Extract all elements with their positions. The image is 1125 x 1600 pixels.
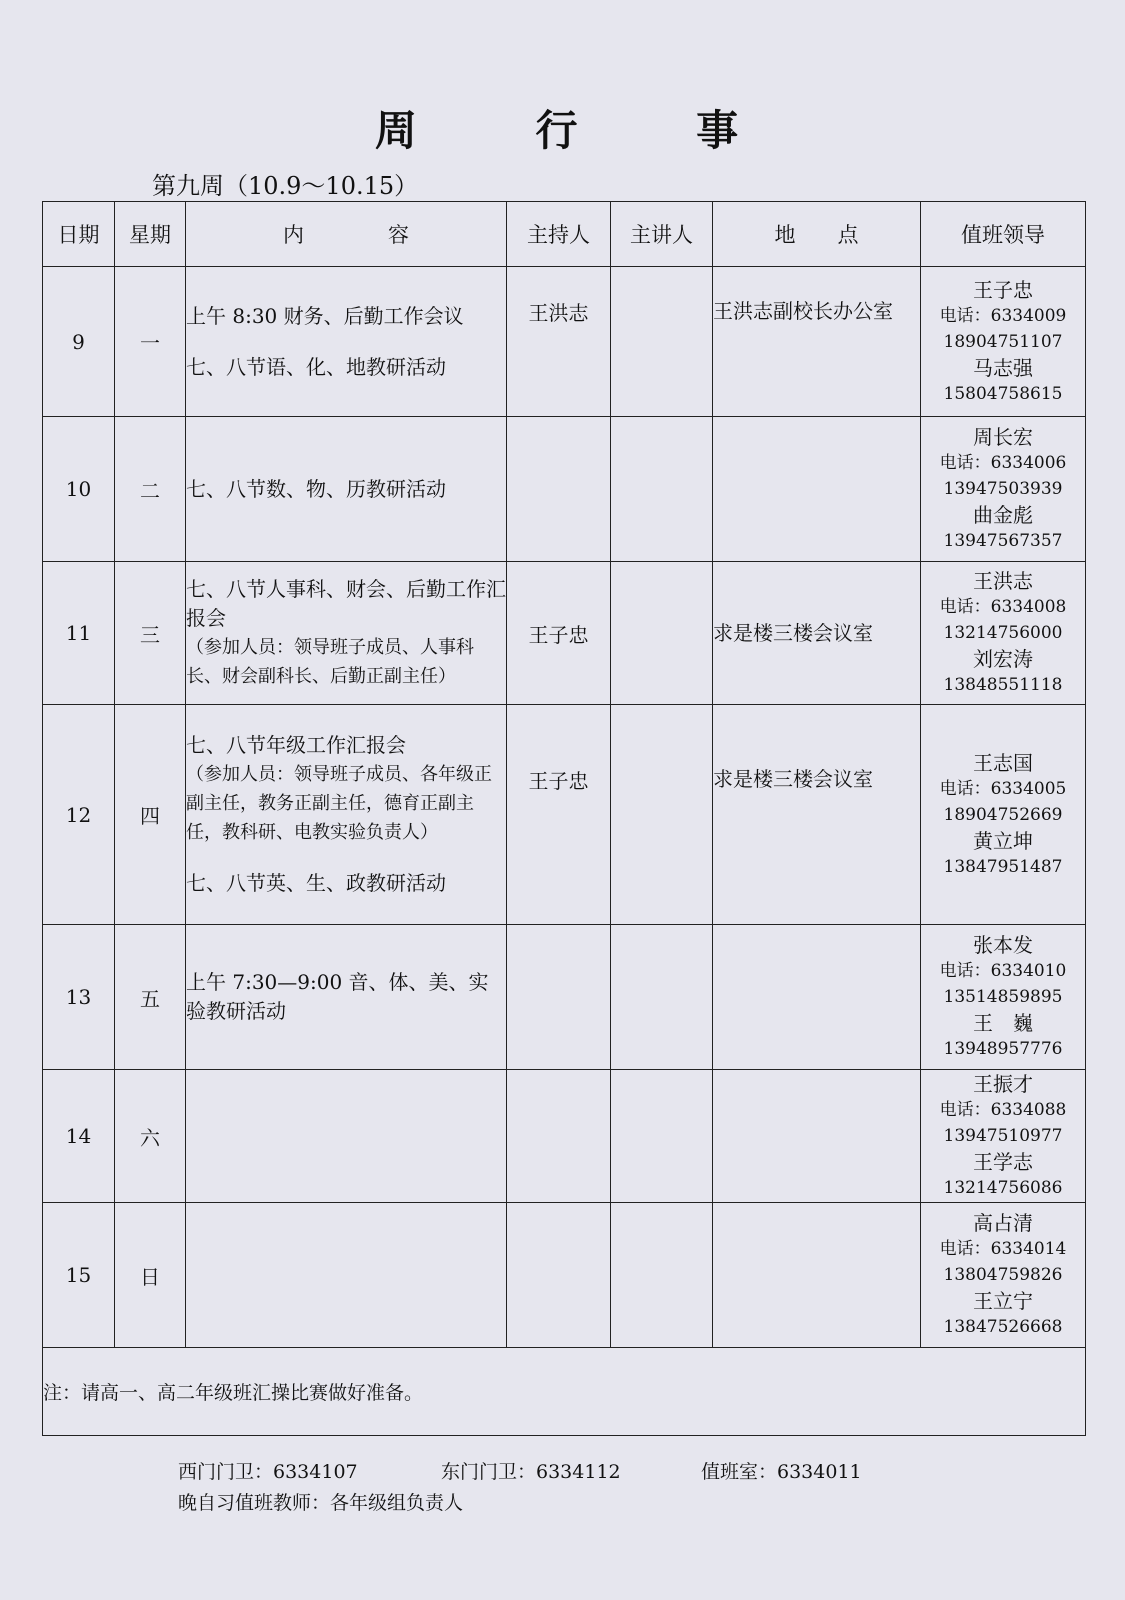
content-cell xyxy=(186,562,507,705)
weekday-cell: 二 xyxy=(115,417,186,562)
speaker-cell xyxy=(611,417,713,562)
content-cell xyxy=(186,1070,507,1203)
content-cell xyxy=(186,925,507,1070)
schedule-table xyxy=(42,201,1086,1436)
duty-phone: 电话：6334005 xyxy=(939,778,1067,799)
page-title: 周 行 事 xyxy=(374,106,791,155)
duty-cell xyxy=(921,925,1086,1070)
footer-phones xyxy=(178,1457,862,1484)
table-row xyxy=(43,1203,1086,1348)
duty-cell xyxy=(921,1070,1086,1203)
duty-leader-2: 刘宏涛 xyxy=(973,647,1033,671)
header-place: 地 点 xyxy=(713,202,921,267)
weekday-cell: 六 xyxy=(115,1070,186,1203)
week-label: 第九周（10.9～10.15） xyxy=(152,172,419,200)
host-cell: 王子忠 xyxy=(507,562,611,705)
duty-mobile-1: 13214756000 xyxy=(943,623,1063,643)
duty-mobile-1: 13514859895 xyxy=(943,987,1063,1007)
footer-evening-teacher: 晚自习值班教师：各年级组负责人 xyxy=(178,1492,464,1514)
duty-leader-1: 王子忠 xyxy=(973,277,1033,302)
content-line: 七、八节年级工作汇报会 xyxy=(186,733,406,757)
duty-leader-2: 曲金彪 xyxy=(973,503,1033,527)
duty-leader-2: 王 巍 xyxy=(973,1011,1033,1035)
duty-cell xyxy=(921,1203,1086,1348)
content-line: （参加人员：领导班子成员、人事科长、财会副科长、后勤正副主任） xyxy=(186,637,474,687)
header-speaker: 主讲人 xyxy=(611,202,713,267)
duty-leader-2: 马志强 xyxy=(973,355,1033,380)
duty-leader-1: 高占清 xyxy=(973,1211,1033,1235)
date-cell: 13 xyxy=(43,925,115,1070)
duty-cell xyxy=(921,705,1086,925)
note-text: 注：请高一、高二年级班汇操比赛做好准备。 xyxy=(43,1348,1086,1436)
content-line: 上午 8:30 财务、后勤工作会议 xyxy=(186,303,464,328)
west-gate-phone: 西门门卫：6334107 xyxy=(178,1461,358,1483)
host-cell xyxy=(507,1203,611,1348)
duty-leader-1: 王洪志 xyxy=(973,569,1033,593)
host-cell xyxy=(507,417,611,562)
duty-phone: 电话：6334009 xyxy=(939,305,1067,326)
duty-phone: 电话：6334008 xyxy=(939,597,1067,617)
duty-leader-2: 黄立坤 xyxy=(973,828,1033,853)
duty-mobile-2: 13214756086 xyxy=(943,1178,1063,1198)
weekday-cell: 日 xyxy=(115,1203,186,1348)
content-line: 七、八节人事科、财会、后勤工作汇报会 xyxy=(186,577,506,630)
weekday-cell: 三 xyxy=(115,562,186,705)
host-cell: 王洪志 xyxy=(507,267,611,417)
content-line: 上午 7:30—9:00 音、体、美、实验教研活动 xyxy=(186,970,489,1023)
duty-leader-2: 王立宁 xyxy=(973,1289,1033,1313)
header-weekday: 星期 xyxy=(115,202,186,267)
duty-mobile-2: 13847951487 xyxy=(943,856,1063,877)
content-line: 七、八节数、物、历教研活动 xyxy=(186,476,446,501)
content-line: （参加人员：领导班子成员、各年级正副主任，教务正副主任，德育正副主任，教科研、电教实验负责人） xyxy=(186,764,492,843)
header-content: 内 容 xyxy=(186,202,507,267)
duty-leader-1: 王志国 xyxy=(973,750,1033,775)
duty-mobile-1: 13947503939 xyxy=(943,479,1063,499)
duty-leader-2: 王学志 xyxy=(973,1150,1033,1174)
content-line: 七、八节语、化、地教研活动 xyxy=(186,354,446,379)
weekday-cell: 四 xyxy=(115,705,186,925)
table-row xyxy=(43,417,1086,562)
speaker-cell xyxy=(611,267,713,417)
table-row xyxy=(43,1070,1086,1203)
duty-phone: 电话：6334014 xyxy=(939,1239,1067,1259)
duty-cell xyxy=(921,562,1086,705)
date-cell: 11 xyxy=(43,562,115,705)
duty-phone: 电话：6334010 xyxy=(939,961,1067,981)
date-cell: 15 xyxy=(43,1203,115,1348)
date-cell: 14 xyxy=(43,1070,115,1203)
content-cell xyxy=(186,1203,507,1348)
speaker-cell xyxy=(611,1203,713,1348)
speaker-cell xyxy=(611,925,713,1070)
table-row xyxy=(43,925,1086,1070)
duty-room-phone: 值班室：6334011 xyxy=(701,1461,862,1483)
table-row xyxy=(43,267,1086,417)
duty-mobile-2: 13947567357 xyxy=(943,531,1063,551)
duty-leader-1: 王振才 xyxy=(973,1072,1033,1096)
duty-mobile-1: 13804759826 xyxy=(943,1265,1063,1285)
host-cell xyxy=(507,925,611,1070)
weekday-cell: 一 xyxy=(115,267,186,417)
table-row xyxy=(43,562,1086,705)
place-cell xyxy=(713,1203,921,1348)
weekday-cell: 五 xyxy=(115,925,186,1070)
duty-mobile-1: 13947510977 xyxy=(943,1126,1063,1146)
east-gate-phone: 东门门卫：6334112 xyxy=(441,1461,621,1483)
duty-cell xyxy=(921,417,1086,562)
duty-leader-1: 张本发 xyxy=(973,933,1033,957)
duty-mobile-1: 18904752669 xyxy=(943,804,1063,825)
place-cell: 王洪志副校长办公室 xyxy=(713,267,921,417)
header-date: 日期 xyxy=(43,202,115,267)
date-cell: 9 xyxy=(43,267,115,417)
host-cell xyxy=(507,1070,611,1203)
duty-mobile-2: 13847526668 xyxy=(943,1317,1063,1337)
content-line: 七、八节英、生、政教研活动 xyxy=(186,871,446,895)
date-cell: 10 xyxy=(43,417,115,562)
place-cell xyxy=(713,417,921,562)
duty-mobile-2: 13948957776 xyxy=(943,1039,1063,1059)
header-host: 主持人 xyxy=(507,202,611,267)
duty-cell xyxy=(921,267,1086,417)
duty-mobile-2: 13848551118 xyxy=(943,675,1063,695)
speaker-cell xyxy=(611,705,713,925)
duty-phone: 电话：6334006 xyxy=(939,453,1067,473)
duty-phone: 电话：6334088 xyxy=(939,1100,1067,1120)
note-row xyxy=(43,1348,1086,1436)
place-cell: 求是楼三楼会议室 xyxy=(713,705,921,925)
header-duty-leader: 值班领导 xyxy=(921,202,1086,267)
content-cell xyxy=(186,417,507,562)
duty-mobile-2: 15804758615 xyxy=(943,383,1063,404)
place-cell xyxy=(713,925,921,1070)
place-cell xyxy=(713,1070,921,1203)
table-row xyxy=(43,705,1086,925)
host-cell: 王子忠 xyxy=(507,705,611,925)
duty-leader-1: 周长宏 xyxy=(973,425,1033,449)
speaker-cell xyxy=(611,1070,713,1203)
header-row xyxy=(43,202,1086,267)
speaker-cell xyxy=(611,562,713,705)
date-cell: 12 xyxy=(43,705,115,925)
place-cell: 求是楼三楼会议室 xyxy=(713,562,921,705)
content-cell xyxy=(186,267,507,417)
content-cell xyxy=(186,705,507,925)
duty-mobile-1: 18904751107 xyxy=(943,331,1063,352)
